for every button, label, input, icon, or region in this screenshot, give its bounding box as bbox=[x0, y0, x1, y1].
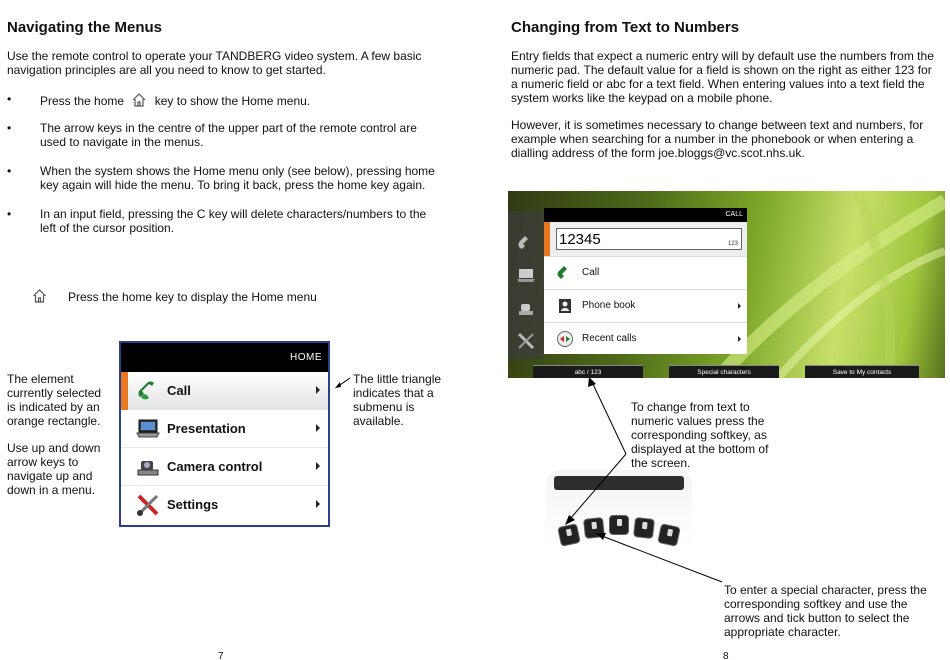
phone-icon bbox=[135, 378, 161, 404]
call-item-phone-book[interactable] bbox=[544, 289, 747, 322]
menu-item-label: Settings bbox=[167, 497, 219, 512]
page-number: 7 bbox=[218, 651, 224, 660]
softkey-save-contact[interactable]: Save to My contacts bbox=[805, 365, 919, 378]
note-navigate: Use up and down arrow keys to navigate up and down in a menu. bbox=[7, 441, 101, 497]
home-icon bbox=[31, 288, 48, 304]
phone-icon[interactable] bbox=[516, 233, 536, 253]
call-panel bbox=[544, 208, 747, 354]
page-number: 8 bbox=[723, 651, 729, 660]
tools-icon bbox=[135, 492, 161, 518]
call-item-label: Call bbox=[582, 267, 600, 278]
bullet-text: Press the home bbox=[40, 94, 125, 108]
phonebook-icon bbox=[556, 297, 574, 315]
note-selected: The element currently selected is indicated by an orange rectangle. bbox=[7, 372, 102, 428]
menu-item-presentation[interactable] bbox=[121, 410, 328, 448]
bullet-home bbox=[7, 92, 437, 108]
bullet-text: In an input field, pressing the C key will delete characters/numbers to the left of the cursor position. bbox=[40, 207, 427, 235]
right-page-title: Changing from Text to Numbers bbox=[511, 19, 740, 36]
menu-item-settings[interactable] bbox=[121, 486, 328, 524]
home-icon bbox=[131, 92, 147, 108]
dial-input-value: 12345 bbox=[559, 231, 601, 248]
note-triangle: The little triangle indicates that a submenu is available. bbox=[353, 372, 442, 428]
selection-indicator bbox=[121, 372, 128, 410]
bullet-text: key to show the Home menu. bbox=[154, 94, 311, 108]
softkey-special-characters[interactable]: Special characters bbox=[669, 365, 779, 378]
dial-input-row bbox=[544, 222, 747, 256]
submenu-triangle-icon bbox=[316, 386, 320, 394]
camera-icon bbox=[135, 454, 161, 480]
pointer-arrow bbox=[334, 376, 352, 390]
call-item-call[interactable] bbox=[544, 256, 747, 289]
bullet-text: When the system shows the Home menu only (see below), pressing home key again will hide the menu. To bring it back, press the home key again. bbox=[40, 164, 435, 192]
home-menu bbox=[119, 341, 330, 527]
input-mode-indicator: 123 bbox=[727, 241, 738, 247]
bullet-dot: • bbox=[7, 92, 12, 106]
submenu-triangle-icon bbox=[738, 303, 741, 309]
submenu-triangle-icon bbox=[738, 336, 741, 342]
right-para-1: Entry fields that expect a numeric entry will by default use the numbers from the numeric pad. The default value for a field is shown on the right as either 123 for a numeric field or abc for a text field. When entering values into a text field the system works like the keypad on a mobile phone. bbox=[511, 49, 934, 105]
side-icon-bar bbox=[508, 211, 544, 359]
submenu-triangle-icon bbox=[316, 424, 320, 432]
menu-item-label: Camera control bbox=[167, 459, 263, 474]
camera-icon[interactable] bbox=[516, 299, 536, 319]
call-screen bbox=[508, 191, 945, 378]
note-special-character: To enter a special character, press the corresponding softkey and use the arrows and tick button to select the appropriate character. bbox=[724, 583, 927, 639]
bullet-c-key bbox=[7, 207, 437, 237]
menu-item-label: Presentation bbox=[167, 421, 246, 436]
bullet-hide-menu bbox=[7, 164, 437, 194]
bullet-dot: • bbox=[7, 121, 12, 135]
call-header: CALL bbox=[544, 208, 747, 222]
bullet-arrows bbox=[7, 121, 437, 151]
menu-header: HOME bbox=[121, 343, 328, 372]
dial-input[interactable] bbox=[556, 228, 742, 250]
softkey-abc-123[interactable]: abc / 123 bbox=[533, 365, 643, 378]
submenu-triangle-icon bbox=[316, 462, 320, 470]
menu-item-camera-control[interactable] bbox=[121, 448, 328, 486]
selection-indicator bbox=[544, 222, 550, 256]
laptop-icon bbox=[135, 416, 161, 442]
call-item-recent-calls[interactable] bbox=[544, 322, 747, 355]
bullet-dot: • bbox=[7, 164, 12, 178]
bullet-text: The arrow keys in the centre of the upper part of the remote control are used to navigate in the menus. bbox=[40, 121, 417, 149]
home-caption: Press the home key to display the Home menu bbox=[68, 290, 317, 304]
recent-calls-icon bbox=[556, 330, 574, 348]
note-softkey: To change from text to numeric values press the corresponding softkey, as displayed at the bottom of the screen. bbox=[631, 400, 769, 470]
menu-item-call[interactable] bbox=[121, 372, 328, 410]
call-item-label: Recent calls bbox=[582, 333, 637, 344]
left-page-title: Navigating the Menus bbox=[7, 19, 163, 36]
bullet-dot: • bbox=[7, 207, 12, 221]
left-intro: Use the remote control to operate your TANDBERG video system. A few basic navigation principles are all you need to know to get started. bbox=[7, 49, 422, 77]
call-item-label: Phone book bbox=[582, 300, 636, 311]
phone-icon bbox=[556, 264, 574, 282]
tools-icon[interactable] bbox=[516, 331, 536, 351]
right-para-2: However, it is sometimes necessary to change between text and numbers, for example when searching for a number in the phonebook or when entering a dialling address of the form joe.bloggs@vc.scot.nhs.uk. bbox=[511, 118, 924, 160]
laptop-icon[interactable] bbox=[516, 266, 536, 286]
menu-item-label: Call bbox=[167, 383, 191, 398]
submenu-triangle-icon bbox=[316, 500, 320, 508]
